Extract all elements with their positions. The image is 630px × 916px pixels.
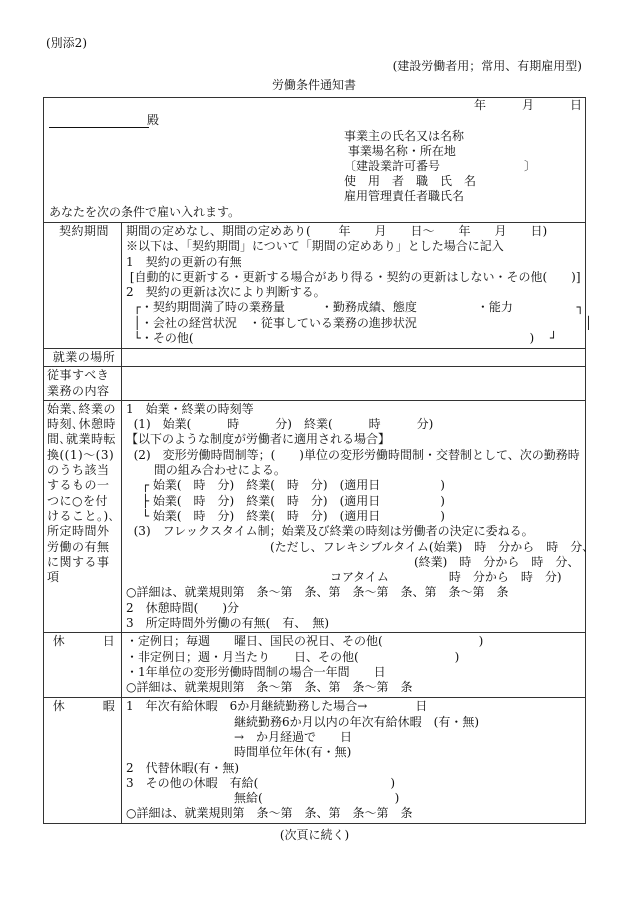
content-line: └ 始業( 時 分) 終業( 時 分) (適用日 ) (126, 508, 445, 523)
label-line: 時刻､休憩時 (47, 417, 117, 432)
content-line: ├ 始業( 時 分) 終業( 時 分) (適用日 ) (126, 493, 445, 508)
content-line: ○詳細は、就業規則第 条～第 条、第 条～第 条 (126, 680, 413, 695)
continued-note: (次頁に続く) (279, 828, 350, 843)
row-leave (44, 697, 585, 823)
content-line: 2 代替休暇(有・無) (126, 760, 239, 775)
document-body (43, 97, 595, 843)
license-number: 〔建設業許可番号 〕 (344, 159, 537, 173)
content-line: ・非定例日；週・月当たり 日、その他( ) (126, 649, 460, 664)
label-line: するもの一 (47, 478, 110, 493)
content-line: (ただし、フレキシブルタイム(始業) 時 分から 時 分、 (126, 539, 595, 554)
date-field: 年 月 日 (474, 98, 583, 112)
working-hours-label (44, 401, 122, 632)
page-title: 労働条件通知書 (272, 78, 357, 92)
content-line: │・会社の経営状況 ・従事している業務の進捗状況 │ (126, 315, 593, 330)
content-line: 間の組み合わせによる。 (126, 463, 286, 478)
leave-label (44, 698, 122, 823)
content-line: 期間の定めなし、期間の定めあり( 年 月 日～ 年 月 日) (126, 224, 548, 238)
content-line: 継続勤務6か月以内の年次有給休暇 (有・無) (126, 714, 480, 729)
label-line: けること。)､ (47, 508, 116, 523)
row-contract-period (44, 223, 593, 348)
row-job-description (44, 366, 585, 400)
content-line: (2) 変形労働時間制等；( )単位の変形労働時間制・交替制として、次の勤務時 (126, 447, 580, 462)
content-line: コアタイム 時 分から 時 分) (126, 570, 562, 585)
content-line: [自動的に更新する・更新する場合があり得る・契約の更新はしない・その他( )] (126, 269, 581, 284)
label-line: 休 日 (52, 634, 116, 649)
content-line (126, 350, 585, 365)
content-line: 時間単位年休(有・無) (126, 745, 352, 760)
row-holidays (44, 632, 585, 697)
row-working-hours (44, 400, 595, 632)
row-work-location (44, 348, 585, 366)
table-rows (44, 223, 595, 823)
label-line: 所定時間外 (47, 524, 110, 539)
label-line: 労働の有無 (47, 539, 110, 554)
workplace-address: 事業場名称・所在地 (344, 144, 456, 158)
content-line: 2 休憩時間( )分 (126, 600, 239, 615)
content-line: 【以下のような制度が労働者に適用される場合】 (126, 432, 391, 447)
label-line: 始業､終業の (47, 401, 117, 416)
content-line: ┌・契約期間満了時の業務量 ・勤務成績、態度 ・能力 ┐ (126, 300, 584, 315)
content-line: → か月経過で 日 (126, 729, 353, 744)
header-section (44, 98, 585, 223)
content-line: └・その他( ) ┘ (126, 331, 558, 346)
label-line: 就業の場所 (52, 350, 116, 364)
contract-period-label (44, 223, 122, 348)
content-line: 1 年次有給休暇 6か月継続勤務した場合→ 日 (126, 699, 428, 714)
content-line: 無給( ) (126, 791, 400, 806)
label-line: 業務の内容 (47, 383, 110, 398)
label-line: 換((1)～(3) (47, 447, 115, 462)
working-hours-content (122, 401, 595, 632)
work-location-content (122, 349, 585, 366)
addressee-blank (49, 113, 149, 128)
work-location-label (44, 349, 122, 366)
label-line: 項 (47, 570, 60, 585)
job-description-content (122, 367, 585, 400)
label-line: 間､就業時転 (47, 432, 117, 447)
content-line: 2 契約の更新は次により判断する。 (126, 285, 326, 300)
label-line: 従事すべき (47, 368, 110, 383)
form-type: (建設労働者用；常用、有期雇用型) (392, 59, 582, 73)
content-line: 3 所定時間外労働の有無( 有、 無) (126, 616, 329, 631)
attachment-label: (別添2) (46, 36, 87, 50)
contract-period-content (122, 223, 593, 348)
content-line: ※以下は、「契約期間」について「期間の定めあり」とした場合に記入 (126, 239, 504, 254)
content-line: 3 その他の休暇 有給( ) (126, 775, 395, 790)
holidays-content (122, 633, 585, 697)
conditions-table (43, 97, 595, 824)
content-line: (1) 始業( 時 分) 終業( 時 分) (126, 417, 434, 432)
employer-title-name: 使 用 者 職 氏 名 (344, 174, 477, 188)
content-line: (終業) 時 分から 時 分、 (126, 554, 580, 569)
content-line: ┌ 始業( 時 分) 終業( 時 分) (適用日 ) (126, 478, 445, 493)
content-line: 1 始業・終業の時刻等 (126, 401, 254, 416)
content-line: 1 契約の更新の有無 (126, 254, 242, 269)
label-line: に関する事 (47, 554, 110, 569)
manager-title-name: 雇用管理責任者職氏名 (344, 189, 465, 203)
label-line: つに○を付 (47, 493, 108, 508)
employer-name: 事業主の氏名又は名称 (344, 129, 465, 143)
intro-text: あなたを次の条件で雇い入れます。 (49, 205, 241, 219)
content-line: ・定例日；毎週 曜日、国民の祝日、その他( ) (126, 634, 484, 649)
content-line (126, 368, 585, 383)
label-line: 休 暇 (52, 699, 116, 714)
leave-content (122, 698, 585, 823)
holidays-label (44, 633, 122, 697)
content-line: ○詳細は、就業規則第 条～第 条、第 条～第 条 (126, 806, 413, 821)
content-line: (3) フレックスタイム制；始業及び終業の時刻は労働者の決定に委ねる。 (126, 524, 534, 539)
content-line: ・1年単位の変形労働時間制の場合一年間 日 (126, 664, 386, 679)
content-line: ○詳細は、就業規則第 条～第 条、第 条～第 条、第 条～第 条 (126, 585, 509, 600)
job-description-label (44, 367, 122, 400)
addressee-suffix: 殿 (147, 113, 160, 127)
label-line: 契約期間 (58, 224, 109, 238)
label-line: のうち該当 (47, 463, 110, 478)
